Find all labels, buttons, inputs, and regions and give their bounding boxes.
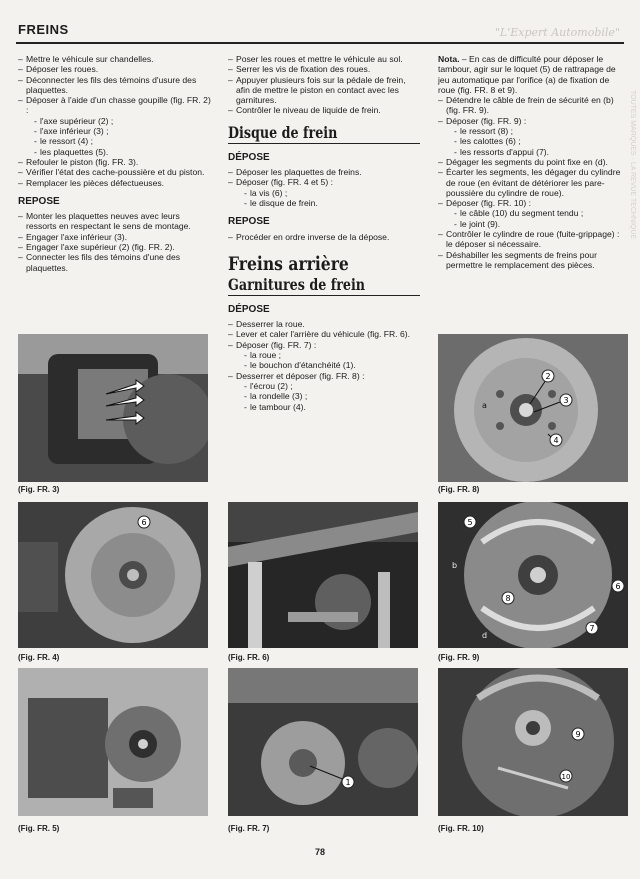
sub-item: - les plaquettes (5).: [34, 147, 212, 157]
figure-caption: (Fig. FR. 10): [438, 824, 484, 833]
figure-fr4-photo: [18, 502, 208, 648]
svg-text:10: 10: [561, 773, 571, 781]
figure-fr7-photo: [228, 668, 418, 816]
list-item: – Mettre le véhicule sur chandelles.: [18, 54, 212, 64]
list-item: – Monter les plaquettes neuves avec leurs ressorts en respectant le sens de montage.: [18, 211, 212, 232]
repose-heading: REPOSE: [18, 195, 60, 207]
svg-text:b: b: [452, 561, 458, 570]
list-item: – Contrôler le cylindre de roue (fuite-grippage) : le déposer si nécessaire.: [438, 229, 626, 250]
list-item: – Desserrer et déposer (fig. FR. 8) : - l'écrou (2) ; - la rondelle (3) ; - le tambour (4).: [228, 371, 420, 412]
list-item: – Procéder en ordre inverse de la dépose.: [228, 232, 420, 242]
list-item: – Écarter les segments, les dégager du cylindre de roue (en évitant de détériorer les pare-poussière du cylindre de roue).: [438, 167, 626, 198]
sub-item: - l'écrou (2) ;: [244, 381, 420, 391]
sub-item: - le tambour (4).: [244, 402, 420, 412]
figure-fr8-photo: [438, 334, 628, 482]
sub-item: - le ressort (8) ;: [454, 126, 626, 136]
list-item: – Serrer les vis de fixation des roues.: [228, 64, 420, 74]
list-item: – Appuyer plusieurs fois sur la pédale de frein, afin de mettre le piston en contact avec les garnitures.: [228, 75, 420, 106]
svg-text:9: 9: [575, 730, 581, 739]
list-item: – Connecter les fils des témoins d'une des plaquettes.: [18, 252, 212, 273]
list-item: – Refouler le piston (fig. FR. 3).: [18, 157, 212, 167]
depose-heading: DÉPOSE: [228, 151, 270, 163]
sub-item: - le câble (10) du segment tendu ;: [454, 208, 626, 218]
list-item: – Desserrer la roue.: [228, 319, 420, 329]
list-item: – Engager l'axe supérieur (2) (fig. FR. 2).: [18, 242, 212, 252]
figure-caption: (Fig. FR. 6): [228, 653, 270, 662]
list-item: – Déconnecter les fils des témoins d'usure des plaquettes.: [18, 75, 212, 96]
figure-fr3-photo: [18, 334, 208, 482]
sub-item: - la roue ;: [244, 350, 420, 360]
svg-text:8: 8: [505, 594, 511, 603]
svg-text:6: 6: [141, 518, 147, 527]
svg-text:1: 1: [345, 778, 351, 787]
svg-text:6: 6: [615, 582, 621, 591]
sub-item: - les ressorts d'appui (7).: [454, 147, 626, 157]
column-left: [18, 54, 212, 273]
figure-caption: (Fig. FR. 9): [438, 653, 480, 662]
disque-title: Disque de frein: [228, 122, 338, 142]
svg-text:4: 4: [553, 436, 559, 445]
svg-text:2: 2: [545, 372, 551, 381]
svg-text:a: a: [482, 401, 487, 410]
sub-item: - l'axe inférieur (3) ;: [34, 126, 212, 136]
title-rule: [228, 143, 420, 144]
svg-text:d: d: [482, 631, 488, 640]
column-middle: [228, 54, 420, 412]
figure-caption: (Fig. FR. 3): [18, 485, 60, 494]
list-item: – Poser les roues et mettre le véhicule au sol.: [228, 54, 420, 64]
sub-item: - la rondelle (3) ;: [244, 391, 420, 401]
figure-caption: (Fig. FR. 5): [18, 824, 60, 833]
figure-fr10-photo: [438, 668, 628, 816]
side-watermark: TOUTES MARQUES · LA REVUE TECHNIQUE: [629, 90, 636, 240]
list-item: – Détendre le câble de frein de sécurité en (b) (fig. FR. 9).: [438, 95, 626, 116]
list-item: – Dégager les segments du point fixe en (d).: [438, 157, 626, 167]
list-item: – Déposer (fig. FR. 10) : - le câble (10) du segment tendu ; - le joint (9).: [438, 198, 626, 229]
figure-caption: (Fig. FR. 8): [438, 485, 480, 494]
publication-watermark: "L'Expert Automobile": [494, 26, 620, 39]
figure-fr9-photo: [438, 502, 628, 648]
list-item: – Déposer les plaquettes de freins.: [228, 167, 420, 177]
sub-item: - le joint (9).: [454, 219, 626, 229]
repose-heading: REPOSE: [228, 216, 270, 228]
title-rule: [228, 295, 420, 296]
note-paragraph: Nota. – En cas de difficulté pour déposer le tambour, agir sur le loquet (5) de rattrapage de jeu automatique par l'orifice (a) de fixation de roue (fig. FR. 8 et 9).: [438, 54, 616, 95]
page-number: 78: [314, 847, 325, 857]
svg-text:3: 3: [563, 396, 569, 405]
sub-item: - le ressort (4) ;: [34, 136, 212, 146]
list-item: – Déposer les roues.: [18, 64, 212, 74]
list-item: – Déposer (fig. FR. 9) : - le ressort (8) ; - les calottes (6) ; - les ressorts d'appui (7).: [438, 116, 626, 157]
list-item: – Engager l'axe inférieur (3).: [18, 232, 212, 242]
figure-caption: (Fig. FR. 4): [18, 653, 60, 662]
figure-caption: (Fig. FR. 7): [228, 824, 270, 833]
figure-fr5-photo: [18, 668, 208, 816]
header-divider: [16, 42, 624, 44]
freins-arriere-title: Freins arrière: [228, 252, 349, 275]
depose-heading: DÉPOSE: [228, 303, 270, 315]
sub-item: - l'axe supérieur (2) ;: [34, 116, 212, 126]
list-item: – Vérifier l'état des cache-poussière et du piston.: [18, 167, 212, 177]
column-right: [438, 54, 626, 270]
list-item: – Déposer (fig. FR. 4 et 5) : - la vis (6) ; - le disque de frein.: [228, 177, 420, 208]
list-item: – Contrôler le niveau de liquide de frein.: [228, 105, 420, 115]
sub-item: - la vis (6) ;: [244, 188, 420, 198]
section-title: FREINS: [18, 22, 69, 37]
sub-item: - le bouchon d'étanchéité (1).: [244, 360, 420, 370]
list-item: – Déposer (fig. FR. 7) : - la roue ; - le bouchon d'étanchéité (1).: [228, 340, 420, 371]
list-item: – Lever et caler l'arrière du véhicule (fig. FR. 6).: [228, 329, 420, 339]
list-item: – Remplacer les pièces défectueuses.: [18, 178, 212, 188]
svg-text:7: 7: [589, 624, 595, 633]
figure-fr6-photo: [228, 502, 418, 648]
list-item: – Déshabiller les segments de freins pour permettre le remplacement des pièces.: [438, 250, 626, 271]
sub-item: - le disque de frein.: [244, 198, 420, 208]
sub-item: - les calottes (6) ;: [454, 136, 626, 146]
list-item: – Déposer à l'aide d'un chasse goupille (fig. FR. 2) : - l'axe supérieur (2) ; - l'axe inférieur (3) ; - le ressort (4) ; - les plaquettes (5).: [18, 95, 212, 157]
svg-text:5: 5: [467, 518, 473, 527]
garnitures-title: Garnitures de frein: [228, 274, 366, 294]
